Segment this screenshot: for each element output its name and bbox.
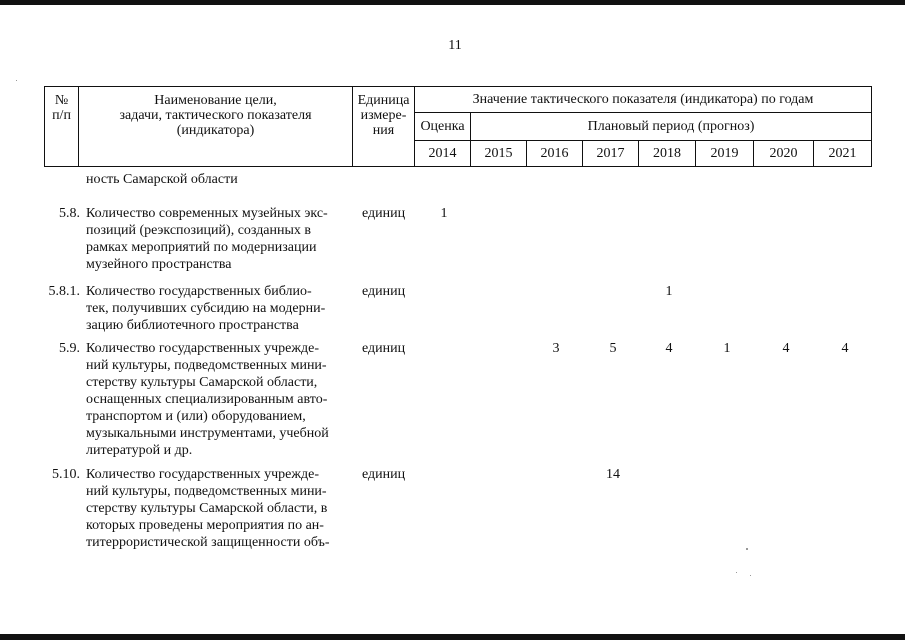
row-unit: единиц — [362, 341, 406, 356]
row-number: 5.8. — [59, 206, 80, 221]
value-2017: 14 — [606, 467, 620, 482]
bottom-border — [0, 634, 905, 640]
row-name: Количество государственных библио- тек, получивших субсидию на модерни- зацию библиотечного пространства — [86, 284, 326, 333]
header-year: 2016 — [527, 141, 583, 167]
scan-speck — [746, 548, 748, 550]
header-number: № п/п — [45, 87, 79, 167]
value-2014: 1 — [440, 206, 448, 221]
row-name: Количество государственных учрежде- ний культуры, подведомственных мини- стерству культуры Самарской области, оснащенных специализированным авто- транспортом и (или) оборудованием, музыкальными инструментами, учебной литературой и др. — [86, 341, 329, 458]
header-unit: Единица измере- ния — [353, 87, 415, 167]
header-year: 2020 — [754, 141, 814, 167]
row-unit: единиц — [362, 284, 406, 299]
header-year: 2018 — [639, 141, 696, 167]
scan-speck — [750, 575, 751, 576]
header-plan-period: Плановый период (прогноз) — [471, 113, 872, 141]
top-border — [0, 0, 905, 5]
continuation-text: ность Самарской области — [86, 172, 238, 187]
header-year: 2015 — [471, 141, 527, 167]
row-name: Количество современных музейных экс- позиций (реэкспозиций), созданных в рамках мероприятий по модернизации музейного пространства — [86, 206, 328, 272]
page-number: 11 — [448, 38, 462, 53]
row-unit: единиц — [362, 467, 406, 482]
value-2017: 5 — [609, 341, 617, 356]
header-year: 2021 — [814, 141, 872, 167]
row-unit: единиц — [362, 206, 406, 221]
header-year: 2014 — [415, 141, 471, 167]
table-header — [44, 86, 872, 167]
scan-speck — [736, 572, 737, 573]
header-name: Наименование цели, задачи, тактического показателя (индикатора) — [79, 87, 353, 167]
row-name: Количество государственных учрежде- ний культуры, подведомственных мини- стерству культуры Самарской области, в которых проведены мероприятия по ан- титеррористической защищенности объ- — [86, 467, 330, 550]
header-estimate: Оценка — [415, 113, 471, 141]
header-values-title: Значение тактического показателя (индикатора) по годам — [415, 87, 872, 113]
scan-speck — [16, 80, 17, 81]
value-2018: 1 — [665, 284, 673, 299]
value-2019: 1 — [723, 341, 731, 356]
value-2018: 4 — [665, 341, 673, 356]
row-number: 5.10. — [52, 467, 80, 482]
value-2016: 3 — [552, 341, 560, 356]
value-2021: 4 — [841, 341, 849, 356]
header-year: 2017 — [583, 141, 639, 167]
row-number: 5.9. — [59, 341, 80, 356]
row-number: 5.8.1. — [48, 284, 80, 299]
header-year: 2019 — [696, 141, 754, 167]
value-2020: 4 — [782, 341, 790, 356]
